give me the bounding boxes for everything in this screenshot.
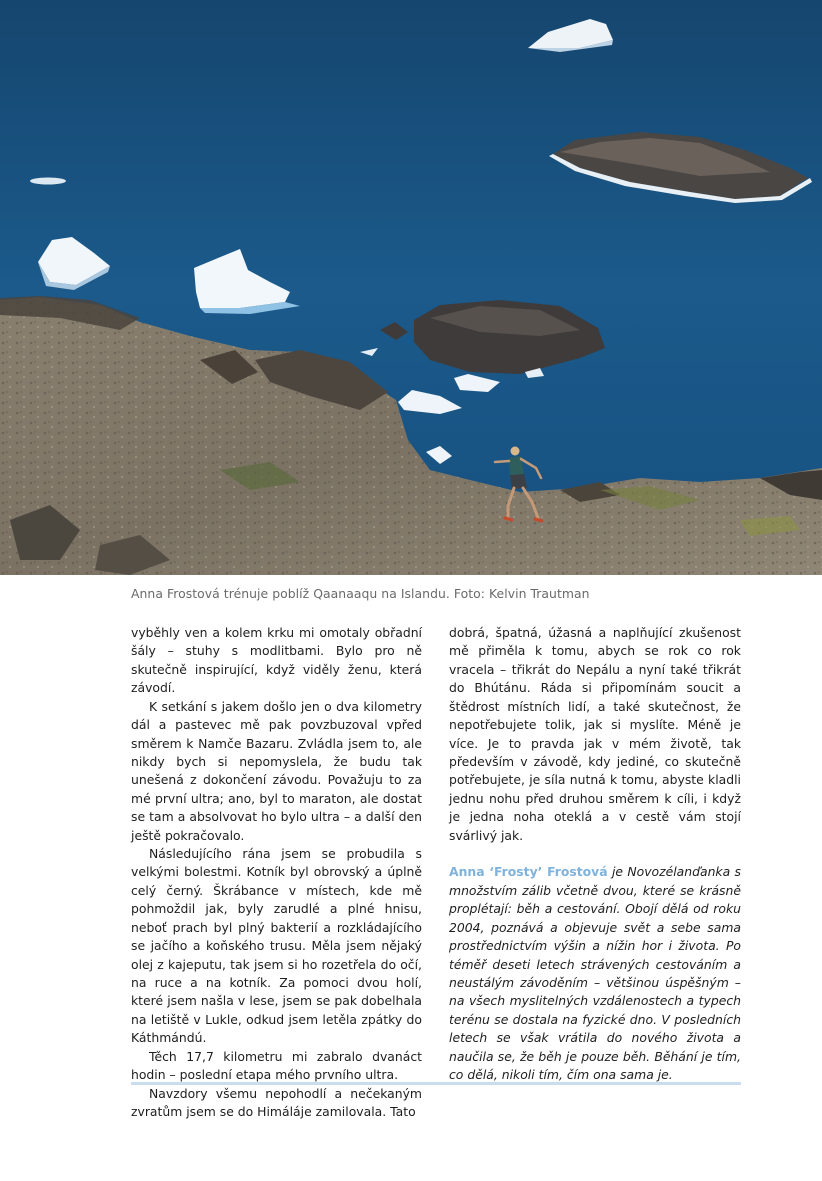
article-column-right (449, 624, 741, 1085)
paragraph: K setkání s jakem došlo jen o dva kilometry dál a pastevec mě pak povzbuzoval vpřed směrem k Namče Bazaru. Zvládla jsem to, ale nikdy bych si nepomyslela, že budu tak unešená z dokončení závodu. Považuju to za mé první ultra; ano, byl to maraton, ale dostat se tam a absolvovat ho bylo ultra – a další den ještě pokračovalo. (131, 698, 422, 843)
author-bio-text: je Novozélanďanka s množstvím zálib včetně dvou, které se krásně proplétají: běh a cestování. Obojí dělá od roku 2004, poznává a objevuje svět a sebe sama prostřednictvím výšin a nížin hor i života. Po téměř deseti letech strávených cestováním a neustálým závoděním – většinou úspěšným – na všech myslitelných vzdálenostech a typech terénu se dostala na fyzické dno. V posledních letech se však vrátila do nového života a naučila se, že běh je pouze běh. Běhání je tím, co dělá, nikoli tím, čím ona sama je. (449, 864, 741, 1083)
paragraph: Navzdory všemu nepohodlí a nečekaným zvratům jsem se do Himáláje zamilovala. Tato (131, 1085, 422, 1119)
paragraph: vyběhly ven a kolem krku mi omotaly obřadní šály – stuhy s modlitbami. Bylo pro ně skutečně inspirující, když viděly ženu, která závodí. (131, 625, 422, 696)
paragraph: Těch 17,7 kilometru mi zabralo dvanáct hodin – poslední etapa mého prvního ultra. (131, 1048, 422, 1083)
article-column-left (131, 624, 422, 1121)
author-bio-name: Anna ‘Frosty’ Frostová (449, 864, 608, 880)
paragraph: Následujícího rána jsem se probudila s velkými bolestmi. Kotník byl obrovský a úplně celý černý. Škrábance v místech, kde mě pohmoždil jak, byly zarudlé a plné hnisu, neboť prach byl plný bakterií a rozkládajícího se jačího a koňského trusu. Měla jsem nějaký olej z kajeputu, tak jsem si ho rozetřela do očí, na ruce a na kotník. Za pomoci dvou holí, které jsem našla v lese, jsem se pak dobelhala na letiště v Lukle, odkud jsem letěla zpátky do Káthmándú. (131, 846, 422, 1046)
landscape-photo (0, 0, 822, 575)
footer-divider (131, 1082, 741, 1085)
author-bio (449, 863, 741, 1084)
photo-caption: Anna Frostová trénuje poblíž Qaanaaqu na Islandu. Foto: Kelvin Trautman (131, 586, 590, 601)
paragraph: dobrá, špatná, úžasná a naplňující zkušenost mě přiměla k tomu, abych se rok co rok vracela – třikrát do Nepálu a nyní také třikrát do Bhútánu. Ráda si připomínám soucit a štědrost místních lidí, a také skutečnost, že nepotřebujete tolik, jak si myslíte. Méně je více. Je to pravda jak v mém životě, tak především v závodě, kdy jediné, co skutečně potřebujete, je síla nutná k tomu, abyste kladli jednu nohu před druhou směrem k cíli, i když je jedna noha oteklá a v cestě vám stojí svárlivý jak. (449, 625, 741, 843)
